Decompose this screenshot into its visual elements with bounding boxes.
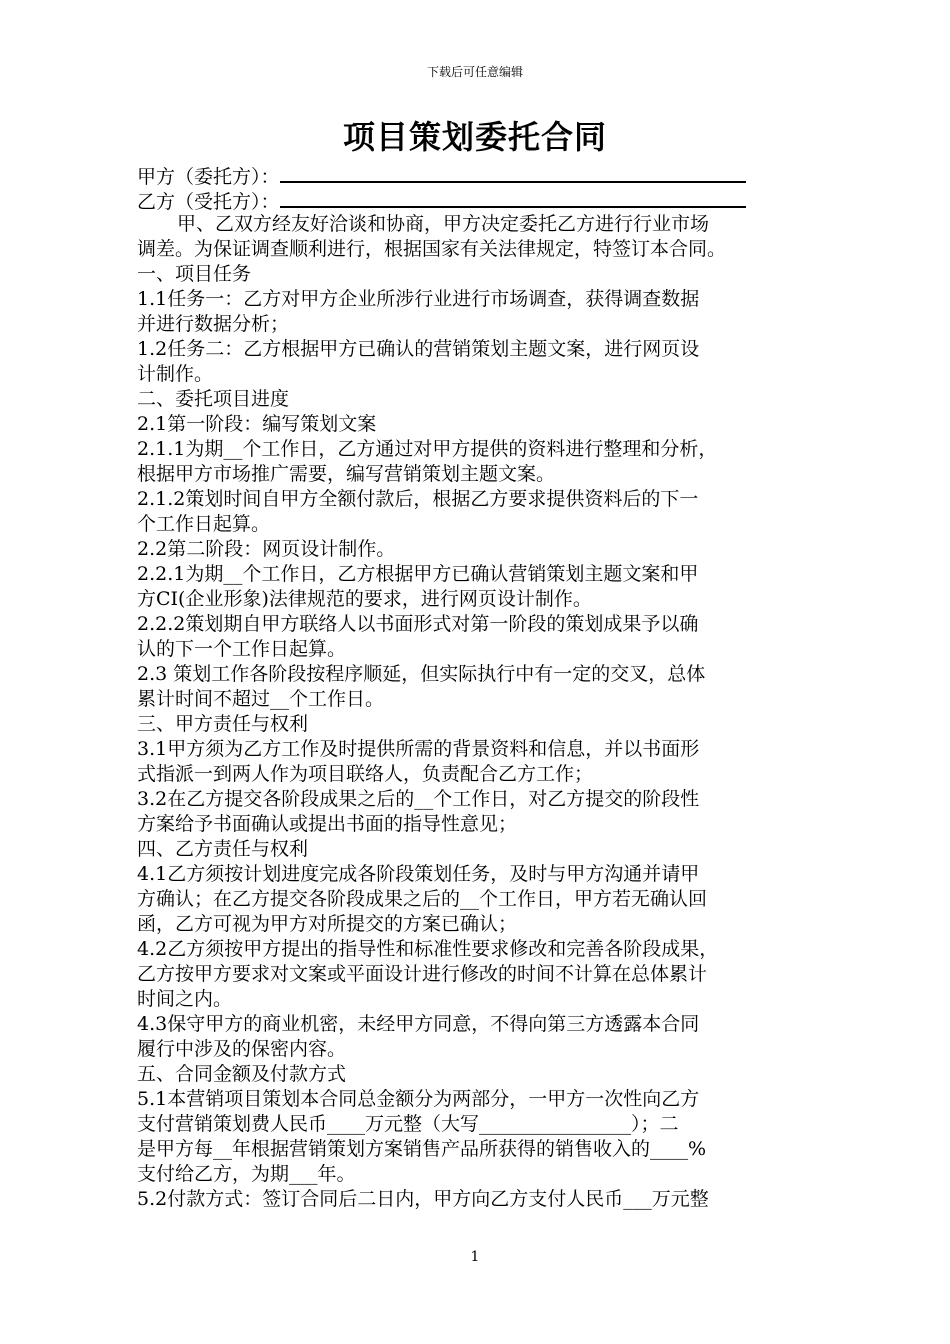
party-a-label: 甲方（委托方）： [137, 166, 280, 188]
paragraph-line: 甲、乙双方经友好洽谈和协商，甲方决定委托乙方进行行业市场 [177, 213, 710, 235]
paragraph-line: 2.2.1为期__个工作日，乙方根据甲方已确认营销策划主题文案和甲 [137, 563, 699, 585]
paragraph-line: 2.2第二阶段：网页设计制作。 [137, 538, 396, 560]
page-number: 1 [470, 1249, 480, 1265]
section-heading: 五、合同金额及付款方式 [137, 1063, 347, 1085]
paragraph-line: 是甲方每__年根据营销策划方案销售产品所获得的销售收入的____% [137, 1138, 707, 1160]
paragraph-line: 2.3 策划工作各阶段按程序顺延，但实际执行中有一定的交叉，总体 [137, 663, 706, 685]
paragraph-line: 支付给乙方，为期___年。 [137, 1163, 356, 1185]
paragraph-line: 认的下一个工作日起算。 [137, 638, 347, 660]
paragraph-line: 式指派一到两人作为项目联络人，负责配合乙方工作； [137, 763, 594, 785]
paragraph-line: 3.1甲方须为乙方工作及时提供所需的背景资料和信息，并以书面形 [137, 738, 700, 760]
paragraph-line: 时间之内。 [137, 988, 233, 1010]
paragraph-line: 2.1.1为期__个工作日，乙方通过对甲方提供的资料进行整理和分析， [137, 438, 718, 460]
paragraph-line: 根据甲方市场推广需要，编写营销策划主题文案。 [137, 463, 556, 485]
paragraph-line: 乙方按甲方要求对文案或平面设计进行修改的时间不计算在总体累计 [137, 963, 708, 985]
paragraph-line: 4.1乙方须按计划进度完成各阶段策划任务，及时与甲方沟通并请甲 [137, 863, 700, 885]
paragraph-line: 4.2乙方须按甲方提出的指导性和标准性要求修改和完善各阶段成果， [137, 938, 719, 960]
paragraph-line: 函，乙方可视为甲方对所提交的方案已确认； [137, 913, 518, 935]
contract-body [137, 162, 827, 1212]
section-heading: 四、乙方责任与权利 [137, 838, 309, 860]
paragraph-line: 方CI(企业形象)法律规范的要求，进行网页设计制作。 [137, 588, 592, 610]
paragraph-line: 2.1第一阶段：编写策划文案 [137, 413, 377, 435]
paragraph-line: 累计时间不超过__个工作日。 [137, 688, 385, 710]
header-note: 下载后可任意编辑 [426, 65, 523, 79]
paragraph-line: 4.3保守甲方的商业机密，未经甲方同意，不得向第三方透露本合同 [137, 1013, 700, 1035]
section-heading: 二、委托项目进度 [137, 388, 290, 410]
section-heading: 三、甲方责任与权利 [137, 713, 309, 735]
paragraph-line: 并进行数据分析； [137, 313, 290, 335]
paragraph-line: 2.2.2策划期自甲方联络人以书面形式对第一阶段的策划成果予以确 [137, 613, 699, 635]
paragraph-line: 支付营销策划费人民币____万元整（大写________________）；二 [137, 1113, 679, 1135]
paragraph-line: 1.1任务一：乙方对甲方企业所涉行业进行市场调查，获得调查数据 [137, 288, 700, 310]
paragraph-line: 个工作日起算。 [137, 513, 271, 535]
paragraph-line: 方确认；在乙方提交各阶段成果之后的__个工作日，甲方若无确认回 [137, 888, 708, 910]
paragraph-line: 计制作。 [137, 363, 214, 385]
party-a-line [137, 162, 827, 187]
party-b-blank [280, 187, 746, 208]
paragraph-line: 5.1本营销项目策划本合同总金额分为两部分，一甲方一次性向乙方 [137, 1088, 700, 1110]
document-title: 项目策划委托合同 [342, 118, 607, 156]
paragraph-line: 2.1.2策划时间自甲方全额付款后，根据乙方要求提供资料后的下一 [137, 488, 699, 510]
paragraph-line: 5.2付款方式：签订合同后二日内，甲方向乙方支付人民币___万元整 [137, 1188, 709, 1210]
paragraph-line: 方案给予书面确认或提出书面的指导性意见； [137, 813, 518, 835]
party-b-label: 乙方（受托方）： [137, 191, 280, 213]
paragraph-line: 调差。为保证调查顺利进行，根据国家有关法律规定，特签订本合同。 [137, 238, 727, 260]
party-a-blank [280, 162, 746, 183]
section-heading: 一、项目任务 [137, 263, 252, 285]
paragraph-line: 3.2在乙方提交各阶段成果之后的__个工作日，对乙方提交的阶段性 [137, 788, 700, 810]
party-b-line [137, 187, 827, 212]
paragraph-line: 履行中涉及的保密内容。 [137, 1038, 347, 1060]
paragraph-line: 1.2任务二：乙方根据甲方已确认的营销策划主题文案，进行网页设 [137, 338, 700, 360]
